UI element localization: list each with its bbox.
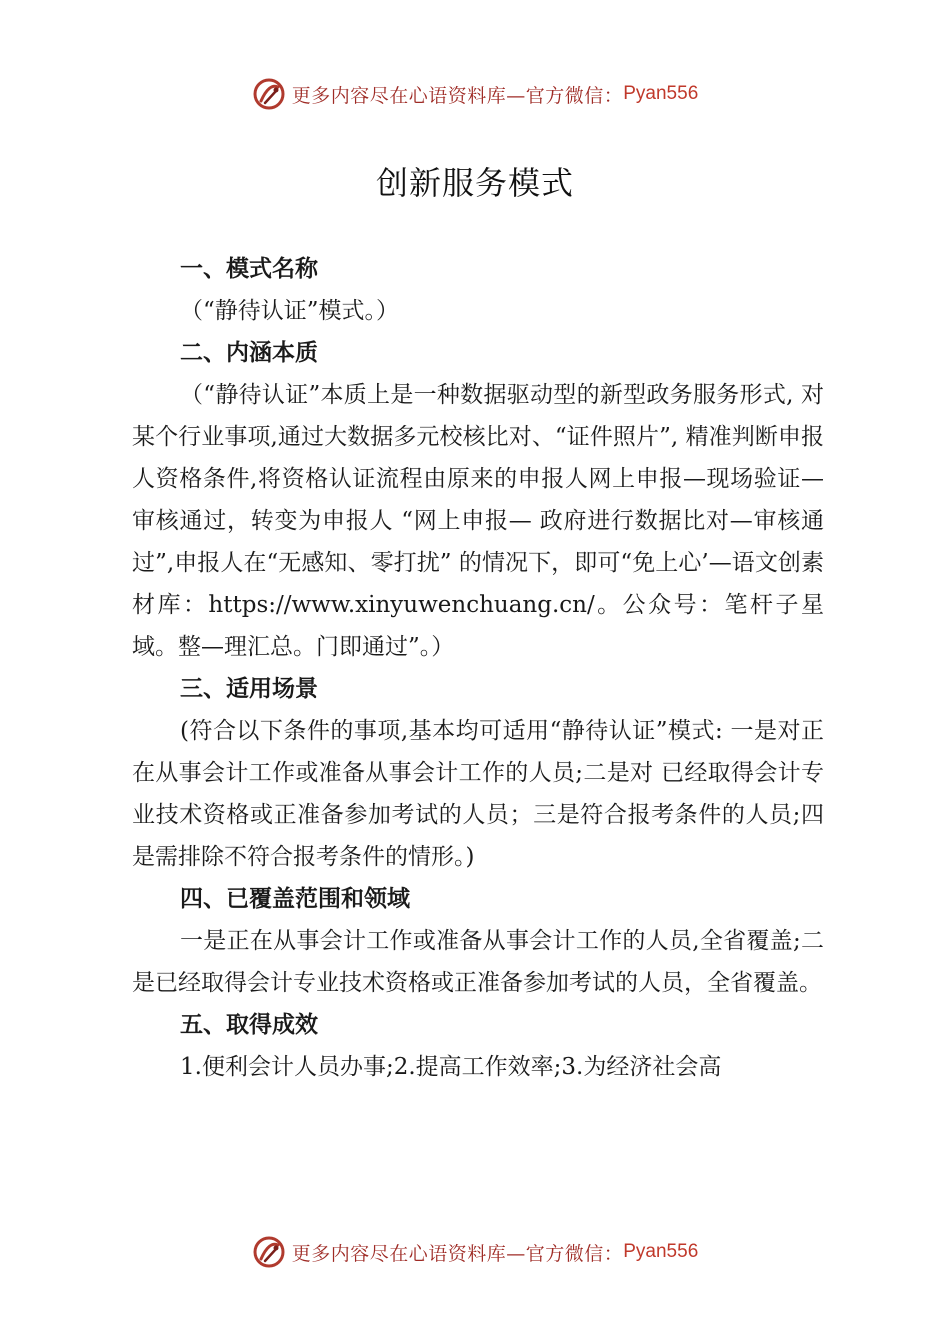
section-heading-5: 五、取得成效: [180, 1012, 318, 1038]
section-heading-1: 一、模式名称: [180, 256, 318, 282]
header-banner: [0, 72, 950, 116]
section-body-4: 一是正在从事会计工作或准备从事会计工作的人员,全省覆盖;二是已经取得会计专业技术资格或正准备参加考试的人员，全省覆盖。: [132, 928, 824, 996]
banner-text: 更多内容尽在心语资料库—官方微信：: [291, 84, 624, 107]
banner-text: 更多内容尽在心语资料库—官方微信：: [291, 1242, 624, 1265]
page-title: 创新服务模式: [375, 164, 574, 202]
section-body-2: （“静待认证”本质上是一种数据驱动型的新型政务服务形式, 对某个行业事项,通过大数据多元校核比对、“证件照片”, 精准判断申报人资格条件,将资格认证流程由原来的申报人网上申报—现场验证—审核通过，转变为申报人 “网上申报— 政府进行数据比对—审核通过”,申报人在“无感知、零打扰” 的情况下，即可“免上心’—语文创素材库：https://www.xinyuwenchuang.cn/。公众号：笔杆子星域。整—理汇总。门即通过”。）: [132, 382, 824, 660]
logo-icon: [252, 1235, 286, 1269]
section-heading-3: 三、适用场景: [180, 676, 318, 702]
section-body-5: 1.便利会计人员办事;2.提高工作效率;3.为经济社会高: [180, 1054, 722, 1080]
section-body-3: (符合以下条件的事项,基本均可适用“静待认证”模式: 一是对正在从事会计工作或准备从事会计工作的人员;二是对 已经取得会计专业技术资格或正准备参加考试的人员；三是符合报考条件的人员;四是需排除不符合报考条件的情形。): [132, 718, 824, 870]
section-body-1: （“静待认证”模式。）: [180, 298, 400, 324]
logo-icon: [252, 77, 286, 111]
section-heading-4: 四、已覆盖范围和领域: [180, 886, 410, 912]
banner-wechat-id: Pyan556: [623, 83, 699, 104]
footer-banner: [0, 1230, 950, 1274]
section-heading-2: 二、内涵本质: [180, 340, 318, 366]
banner-wechat-id: Pyan556: [623, 1241, 699, 1262]
document-body: [132, 248, 824, 1088]
